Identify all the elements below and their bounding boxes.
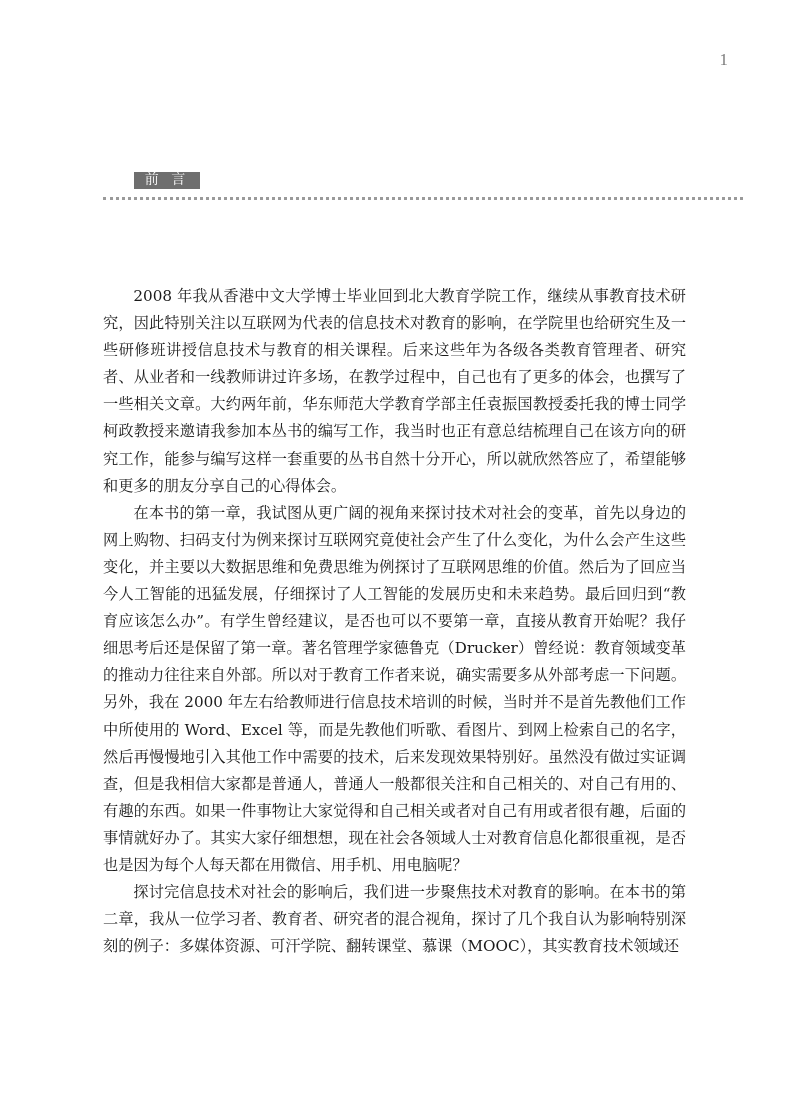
section-title-tag: 前 言: [134, 172, 200, 189]
paragraph: 在本书的第一章，我试图从更广阔的视角来探讨技术对社会的变革，首先以身边的网上购物、扫码支付为例来探讨互联网究竟使社会产生了什么变化，为什么会产生这些变化，并主要以大数据思维和免费思维为例探讨了互联网思维的价值。然后为了回应当今人工智能的迅猛发展，仔细探讨了人工智能的发展历史和未来趋势。最后回归到“教育应该怎么办”。有学生曾经建议，是否也可以不要第一章，直接从教育开始呢？我仔细思考后还是保留了第一章。著名管理学家德鲁克（Drucker）曾经说：教育领域变革的推动力往往来自外部。所以对于教育工作者来说，确实需要多从外部考虑一下问题。另外，我在 2000 年左右给教师进行信息技术培训的时候，当时并不是首先教他们工作中所使用的 Word、Excel 等，而是先教他们听歌、看图片、到网上检索自己的名字，然后再慢慢地引入其他工作中需要的技术，后来发现效果特别好。虽然没有做过实证调查，但是我相信大家都是普通人，普通人一般都很关注和自己相关的、对自己有用的、有趣的东西。如果一件事物让大家觉得和自己相关或者对自己有用或者很有趣，后面的事情就好办了。其实大家仔细想想，现在社会各领域人士对教育信息化都很重视，是否也是因为每个人每天都在用微信、用手机、用电脑呢？: [103, 503, 686, 874]
dotted-divider: [103, 197, 743, 200]
page-number: 1: [719, 50, 728, 69]
paragraph: 2008 年我从香港中文大学博士毕业回到北大教育学院工作，继续从事教育技术研究，因此特别关注以互联网为代表的信息技术对教育的影响，在学院里也给研究生及一些研修班讲授信息技术与教育的相关课程。后来这些年为各级各类教育管理者、研究者、从业者和一线教师讲过许多场，在教学过程中，自己也有了更多的体会，也撰写了一些相关文章。大约两年前，华东师范大学教育学部主任袁振国教授委托我的博士同学柯政教授来邀请我参加本丛书的编写工作，我当时也正有意总结梳理自己在该方向的研究工作，能参与编写这样一套重要的丛书自然十分开心，所以就欣然答应了，希望能够和更多的朋友分享自己的心得体会。: [103, 287, 686, 495]
paragraph: 探讨完信息技术对社会的影响后，我们进一步聚焦技术对教育的影响。在本书的第二章，我从一位学习者、教育者、研究者的混合视角，探讨了几个我自认为影响特别深刻的例子：多媒体资源、可汗学院、翻转课堂、慕课（MOOC），其实教育技术领域还: [103, 883, 686, 956]
body-text: [103, 283, 686, 960]
